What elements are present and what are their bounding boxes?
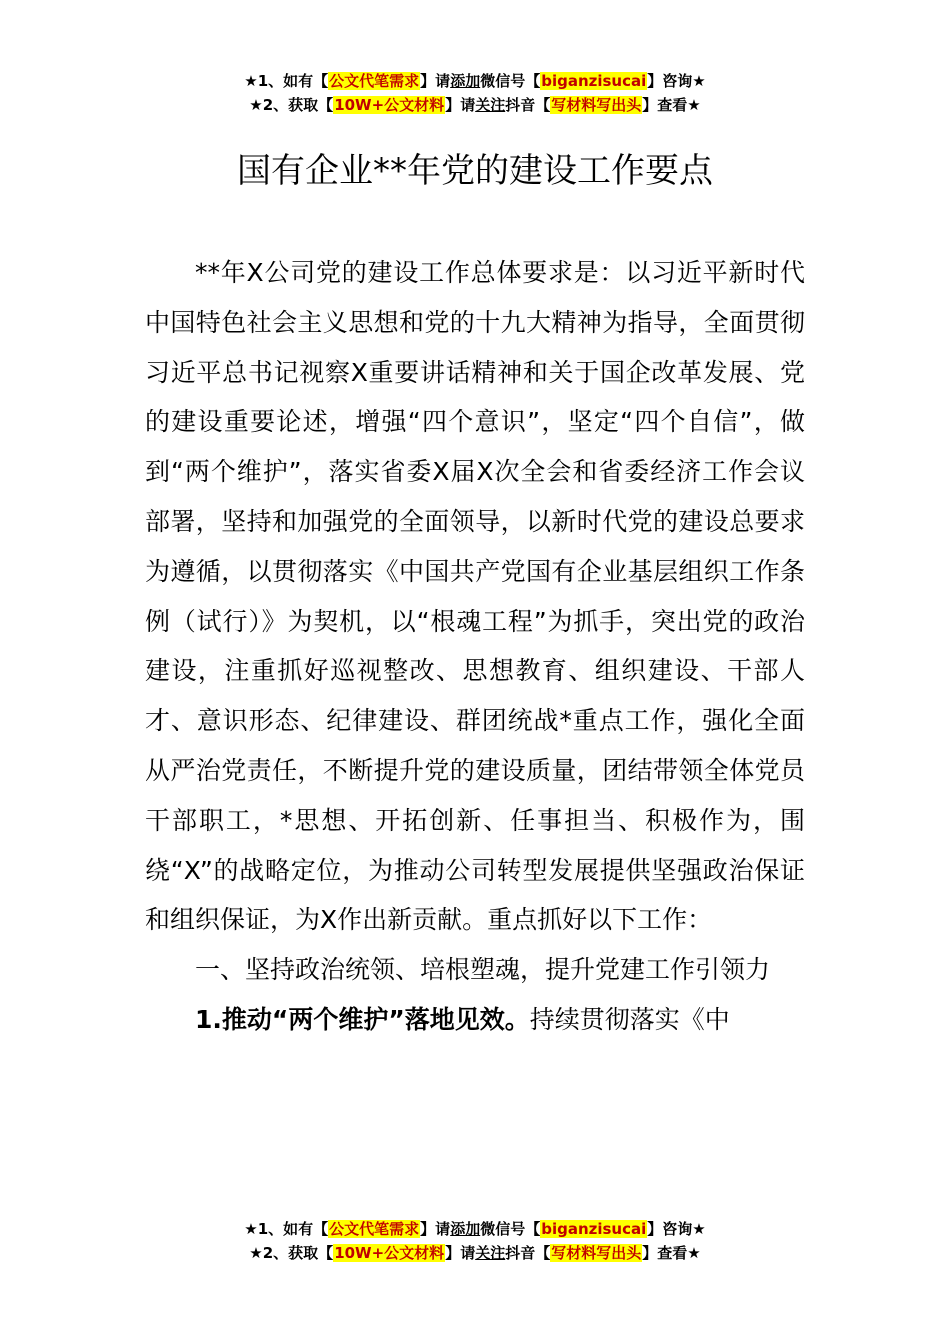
item-lead: 1.推动“两个维护”落地见效。 [195,1004,530,1034]
ad-highlight-wechat: biganzisucai [541,72,647,90]
ad-text: 】请 [420,1220,451,1238]
ad-line-1-top [0,70,950,92]
ad-underlined-text: 添加 [450,1220,481,1238]
ad-underlined-text: 关注 [475,1244,506,1262]
intro-paragraph: **年X公司党的建设工作总体要求是：以习近平新时代中国特色社会主义思想和党的十九大精神为指导，全面贯彻习近平总书记视察X重要讲话精神和关于国企改革发展、党的建设重要论述，增强“四个意识”，坚定“四个自信”，做到“两个维护”，落实省委X届X次全会和省委经济工作会议部署，坚持和加强党的全面领导，以新时代党的建设总要求为遵循，以贯彻落实《中国共产党国有企业基层组织工作条例（试行）》为契机，以“根魂工程”为抓手，突出党的政治建设，注重抓好巡视整改、思想教育、组织建设、干部人才、意识形态、纪律建设、群团统战*重点工作，强化全面从严治党责任，不断提升党的建设质量，团结带领全体党员干部职工，*思想、开拓创新、任事担当、积极作为，围绕“X”的战略定位，为推动公司转型发展提供坚强政治保证和组织保证，为X作出新贡献。重点抓好以下工作： [145,258,805,935]
ad-highlight: 公文代笔需求 [329,1220,420,1238]
ad-highlight-douyin: 写材料写出头 [551,1244,642,1262]
document-body [145,248,805,1045]
ad-highlight-douyin: 写材料写出头 [551,96,642,114]
ad-text: 】请 [445,1244,476,1262]
star-icon: ★ [244,1220,258,1238]
ad-text: 2、获取【 [262,96,334,114]
ad-text: 】咨询★ [647,1220,706,1238]
ad-text: 】查看★ [642,96,701,114]
ad-text: 抖音【 [505,96,551,114]
ad-text: 2、获取【 [262,1244,334,1262]
ad-highlight: 10W+公文材料 [334,1244,445,1262]
ad-text: 1、如有【 [257,72,329,90]
ad-underlined-text: 关注 [475,96,506,114]
ad-line-2-top [0,94,950,116]
ad-text: 抖音【 [505,1244,551,1262]
ad-text: 】请 [420,72,451,90]
section-heading: 一、坚持政治统领、培根塑魂，提升党建工作引领力 [195,955,771,985]
ad-text: 】咨询★ [647,72,706,90]
ad-text: 】查看★ [642,1244,701,1262]
ad-line-1-bottom [0,1218,950,1240]
star-icon: ★ [249,1244,263,1262]
ad-text: 】请 [445,96,476,114]
ad-line-2-bottom [0,1242,950,1264]
ad-underlined-text: 添加 [450,72,481,90]
document-title: 国有企业**年党的建设工作要点 [237,151,713,191]
ad-text: 1、如有【 [257,1220,329,1238]
ad-highlight: 10W+公文材料 [334,96,445,114]
star-icon: ★ [244,72,258,90]
ad-text: 微信号【 [480,1220,541,1238]
item-paragraph [145,995,805,1045]
ad-highlight: 公文代笔需求 [329,72,420,90]
item-text: 持续贯彻落实《中 [529,1004,730,1034]
ad-text: 微信号【 [480,72,541,90]
ad-highlight-wechat: biganzisucai [541,1220,647,1238]
star-icon: ★ [249,96,263,114]
